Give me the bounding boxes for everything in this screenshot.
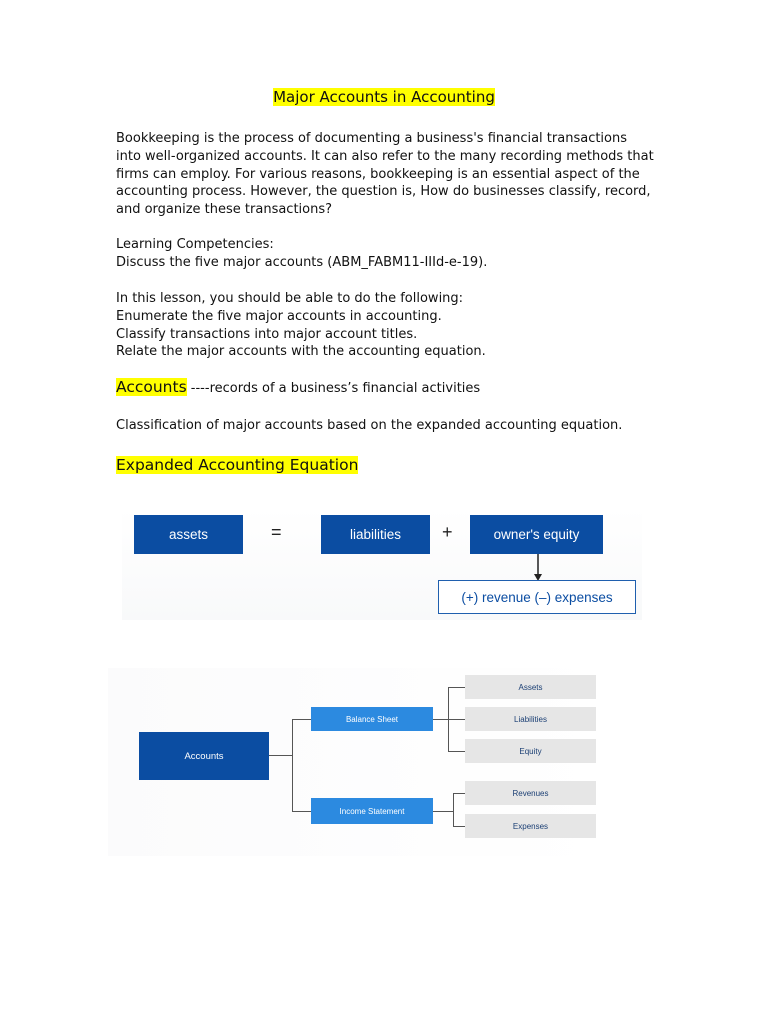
connector-line: [448, 719, 465, 720]
accounts-definition-text: ----records of a business’s financial activities: [186, 381, 481, 396]
income-statement-node: [311, 798, 433, 824]
revenue-expenses-label: (+) revenue (–) expenses: [461, 589, 613, 605]
intro-paragraph: Bookkeeping is the process of documenting a business's financial transactions into well-organized accounts. It can also refer to the many recording methods that firms can employ. For various reasons, bookkeeping is an essential aspect of the accounting process. However, the question is, How do businesses classify, record, and organize these transactions?: [116, 131, 654, 218]
connector-line: [292, 811, 311, 812]
balance-sheet-node: [311, 707, 433, 731]
objectives-heading: In this lesson, you should be able to do the following:: [116, 291, 464, 306]
expenses-node-label: Expenses: [512, 821, 549, 831]
learning-competencies: [116, 236, 656, 272]
connector-line: [433, 811, 454, 812]
connector-line: [453, 793, 465, 794]
connector-line: [433, 719, 449, 720]
assets-label: assets: [168, 527, 209, 542]
lesson-objectives: [116, 290, 656, 361]
owners-equity-box: [470, 515, 603, 554]
connector-line: [448, 751, 465, 752]
liabilities-node: [465, 707, 596, 731]
connector-line: [292, 719, 293, 811]
revenue-expenses-box: [438, 580, 636, 614]
equals-sign: =: [271, 522, 282, 542]
connector-line: [448, 687, 465, 688]
connector-line: [269, 755, 293, 756]
assets-node: [465, 675, 596, 699]
accounts-definition: [116, 378, 480, 396]
expenses-node: [465, 814, 596, 838]
assets-node-label: Assets: [518, 682, 543, 692]
accounts-node: [139, 732, 269, 780]
accounts-term: Accounts: [116, 378, 187, 396]
connector-line: [453, 826, 465, 827]
page-title: Major Accounts in Accounting: [273, 88, 495, 106]
connector-line: [453, 793, 454, 826]
connector-line: [292, 719, 311, 720]
owners-equity-label: owner's equity: [493, 527, 580, 542]
income-statement-label: Income Statement: [339, 806, 405, 816]
revenues-node-label: Revenues: [512, 788, 549, 798]
competencies-heading: Learning Competencies:: [116, 237, 274, 252]
competencies-item: Discuss the five major accounts (ABM_FABM11-IIId-e-19).: [116, 254, 488, 270]
accounts-node-label: Accounts: [184, 750, 224, 762]
balance-sheet-label: Balance Sheet: [345, 714, 399, 724]
objective-item: Relate the major accounts with the accounting equation.: [116, 344, 486, 360]
equity-node-label: Equity: [519, 746, 542, 756]
liabilities-box: [321, 515, 430, 554]
objective-item: Classify transactions into major account titles.: [116, 326, 418, 342]
plus-sign: +: [442, 522, 453, 542]
classification-text: Classification of major accounts based on the expanded accounting equation.: [116, 418, 623, 433]
objective-item: Enumerate the five major accounts in accounting.: [116, 308, 442, 324]
revenues-node: [465, 781, 596, 805]
liabilities-node-label: Liabilities: [514, 714, 547, 724]
liabilities-label: liabilities: [349, 527, 402, 542]
assets-box: [134, 515, 243, 554]
down-arrow-icon: [532, 554, 544, 582]
expanded-equation-heading: Expanded Accounting Equation: [116, 456, 359, 474]
equity-node: [465, 739, 596, 763]
